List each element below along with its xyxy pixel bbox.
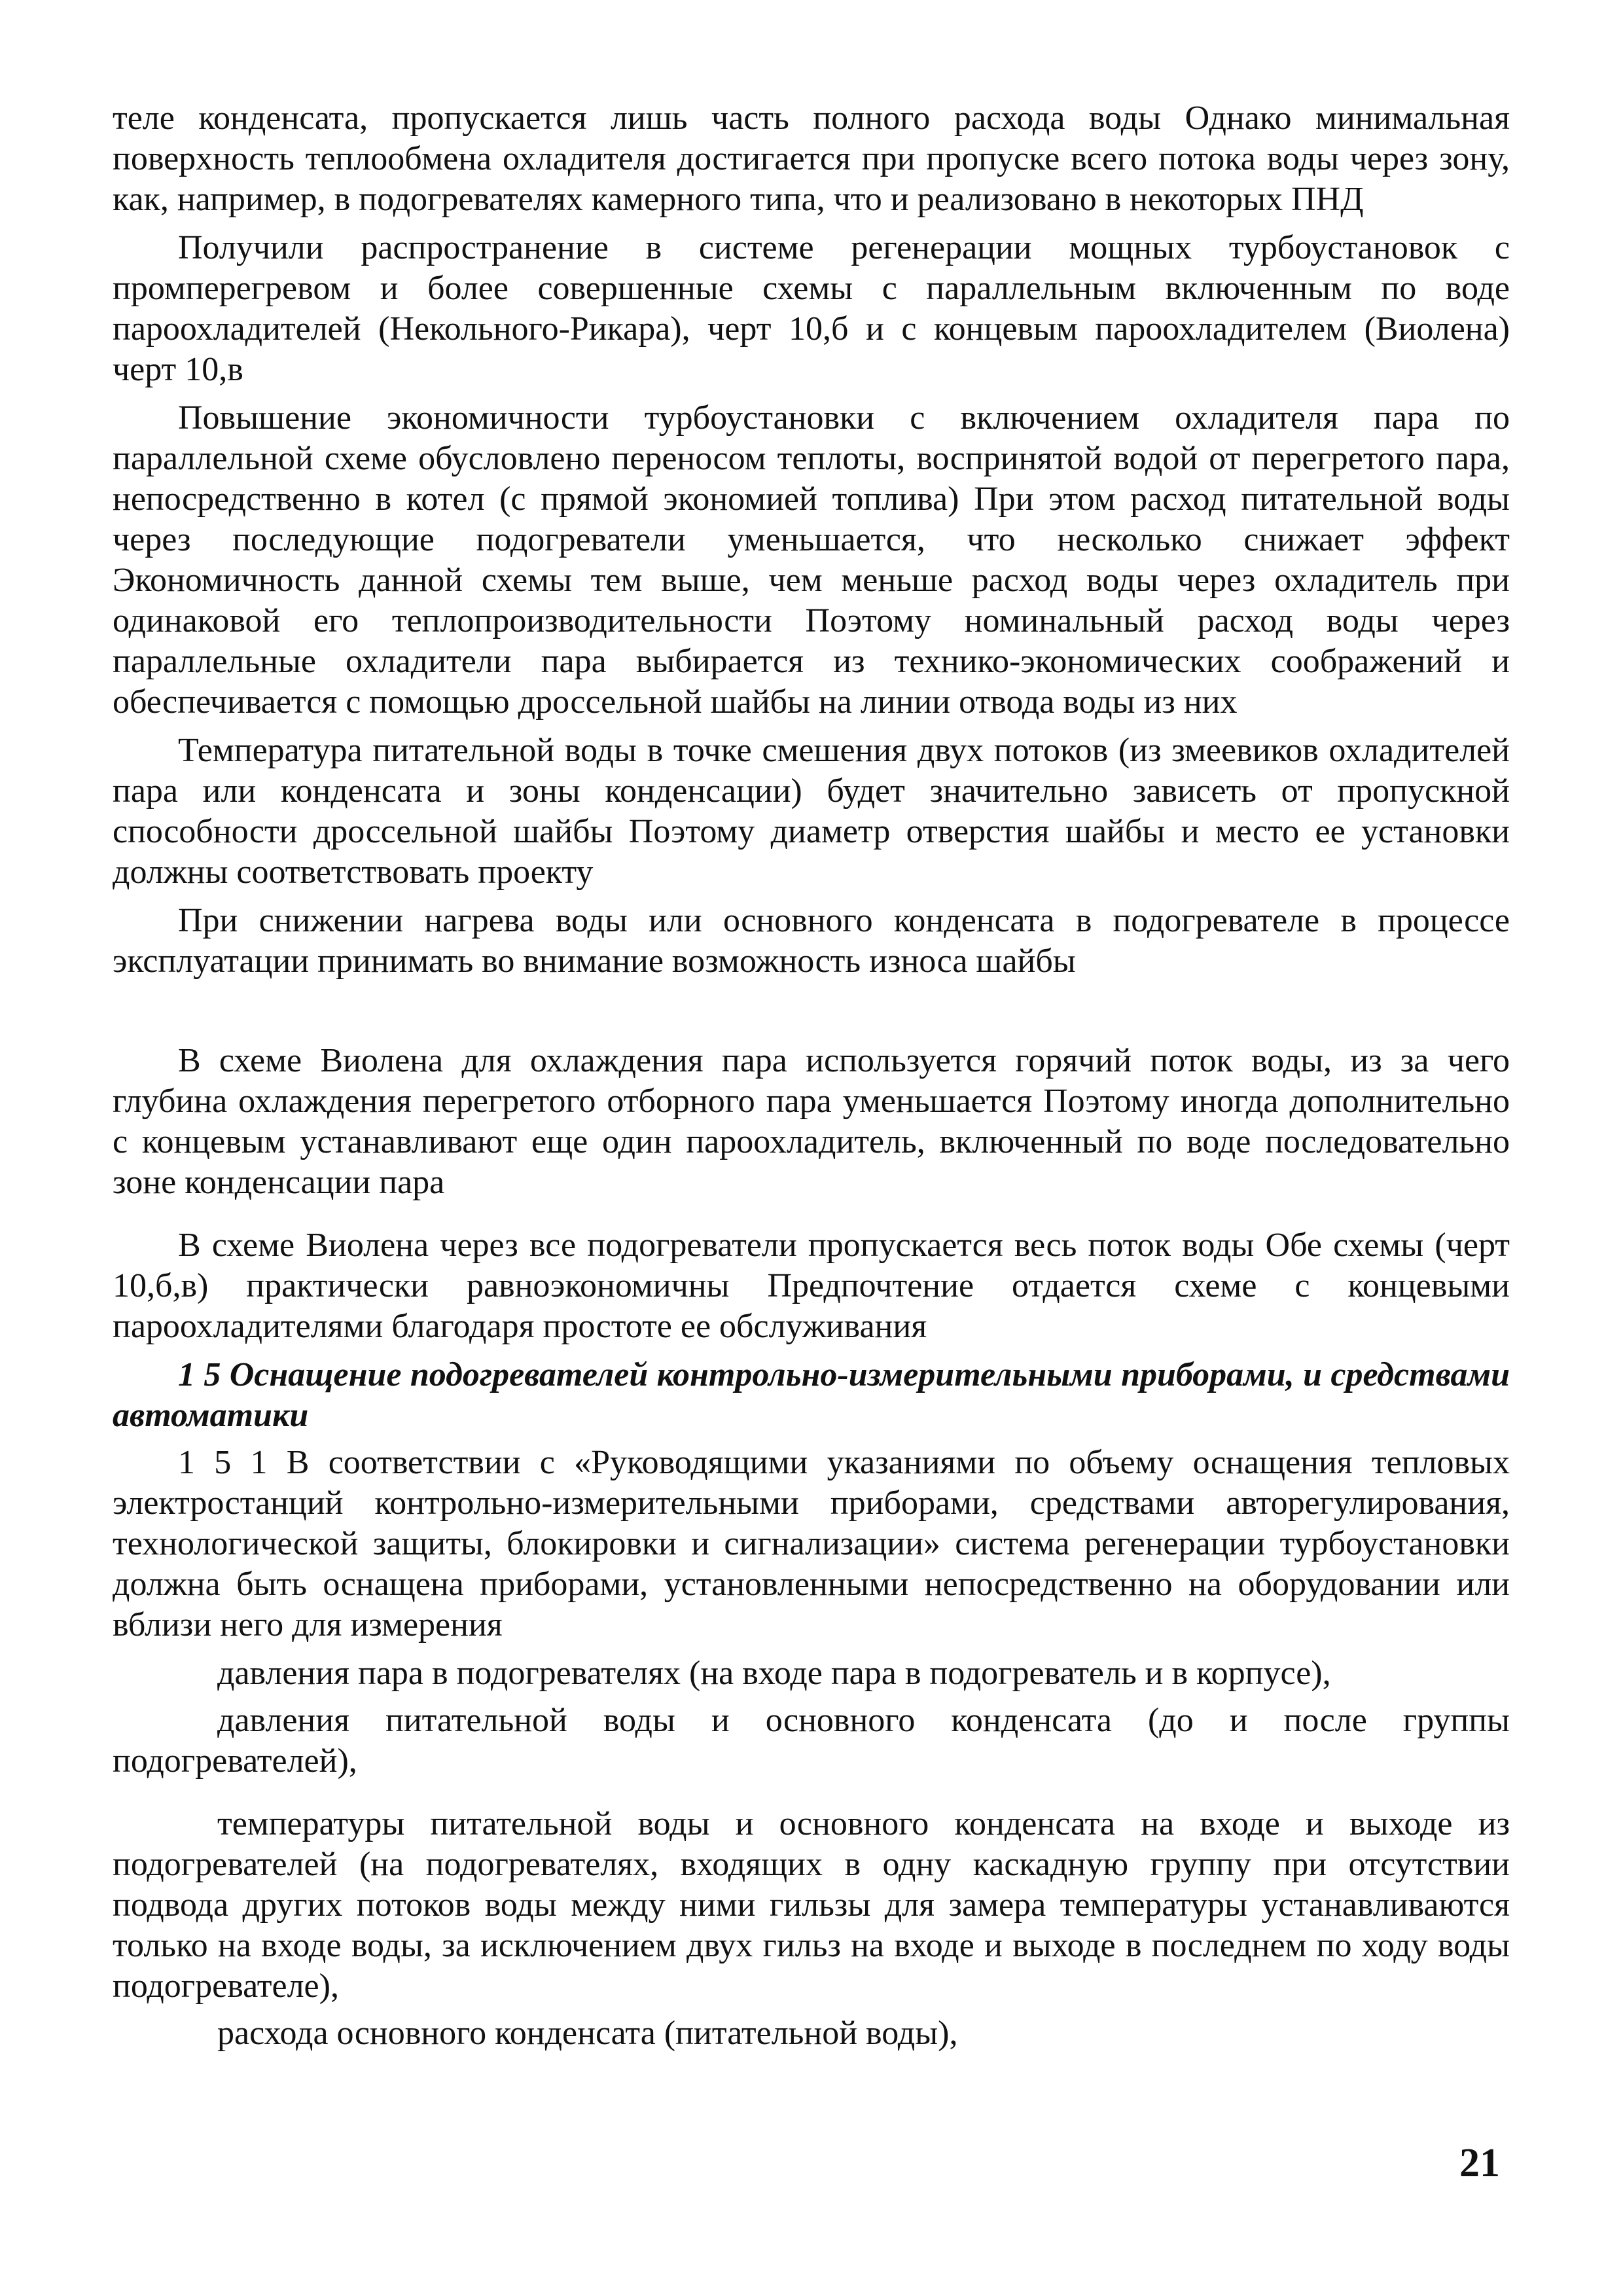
section-paragraph: 1 5 1 В соответствии с «Руководящими указаниями по объему оснащения тепловых электростанций контрольно-измерительными приборами, средствами авторегулирования, технологической защиты, блокировки и сигнализации» система регенерации турбоустановки должна быть оснащена приборами, установленными непосредственно на оборудовании или вблизи него для измерения — [113, 1444, 1510, 1643]
list-item: расхода основного конденсата (питательной воды), — [217, 2015, 958, 2052]
paragraph: Температура питательной воды в точке смешения двух потоков (из змеевиков охладителей пара или конденсата и зоны конденсации) будет значительно зависеть от пропускной способности дроссельной шайбы Поэтому диаметр отверстия шайбы и место ее установки должны соответствовать проекту — [113, 732, 1510, 891]
list-item: давления питательной воды и основного конденсата (до и после группы подогревателей), — [113, 1702, 1510, 1780]
page-body — [113, 98, 1510, 2060]
paragraph: Получили распространение в системе регенерации мощных турбоустановок с промперегревом и более совершенные схемы с параллельным включенным по воде пароохладителей (Некольного-Рикара), черт 10,б и с концевым пароохладителем (Виолена) черт 10,в — [113, 229, 1510, 388]
paragraph: В схеме Виолена для охлаждения пара используется горячий поток воды, из за чего глубина охлаждения перегретого отборного пара уменьшается Поэтому иногда дополнительно с концевым устанавливают еще один пароохладитель, включенный по воде последовательно зоне конденсации пара — [113, 1042, 1510, 1201]
list-item: давления пара в подогревателях (на входе пара в подогреватель и в корпусе), — [217, 1655, 1331, 1692]
section-heading: 1 5 Оснащение подогревателей контрольно-измерительными приборами, и средствами автоматики — [113, 1356, 1510, 1434]
list-item: температуры питательной воды и основного конденсата на входе и выходе из подогревателей (на подогревателях, входящих в одну каскадную группу при отсутствии подвода других потоков воды между ними гильзы для замера температуры устанавливаются только на входе воды, за исключением двух гильз на входе и выходе в последнем по ходу воды подогревателе), — [113, 1805, 1510, 2005]
paragraph: При снижении нагрева воды или основного конденсата в подогревателе в процессе эксплуатации принимать во внимание возможность износа шайбы — [113, 902, 1510, 980]
paragraph: теле конденсата, пропускается лишь часть полного расхода воды Однако минимальная поверхность теплообмена охладителя достигается при пропуске всего потока воды через зону, как, например, в подогревателях камерного типа, что и реализовано в некоторых ПНД — [113, 99, 1510, 218]
paragraph: В схеме Виолена через все подогреватели пропускается весь поток воды Обе схемы (черт 10,б,в) практически равноэкономичны Предпочтение отдается схеме с концевыми пароохладителями благодаря простоте ее обслуживания — [113, 1227, 1510, 1345]
paragraph: Повышение экономичности турбоустановки с включением охладителя пара по параллельной схеме обусловлено переносом теплоты, воспринятой водой от перегретого пара, непосредственно в котел (с прямой экономией топлива) При этом расход питательной воды через последующие подогреватели уменьшается, что несколько снижает эффект Экономичность данной схемы тем выше, чем меньше расход воды через охладитель при одинаковой его теплопроизводительности Поэтому номинальный расход воды через параллельные охладители пара выбирается из технико-экономических соображений и обеспечивается с помощью дроссельной шайбы на линии отвода воды из них — [113, 399, 1510, 721]
page-number: 21 — [1459, 2141, 1500, 2185]
